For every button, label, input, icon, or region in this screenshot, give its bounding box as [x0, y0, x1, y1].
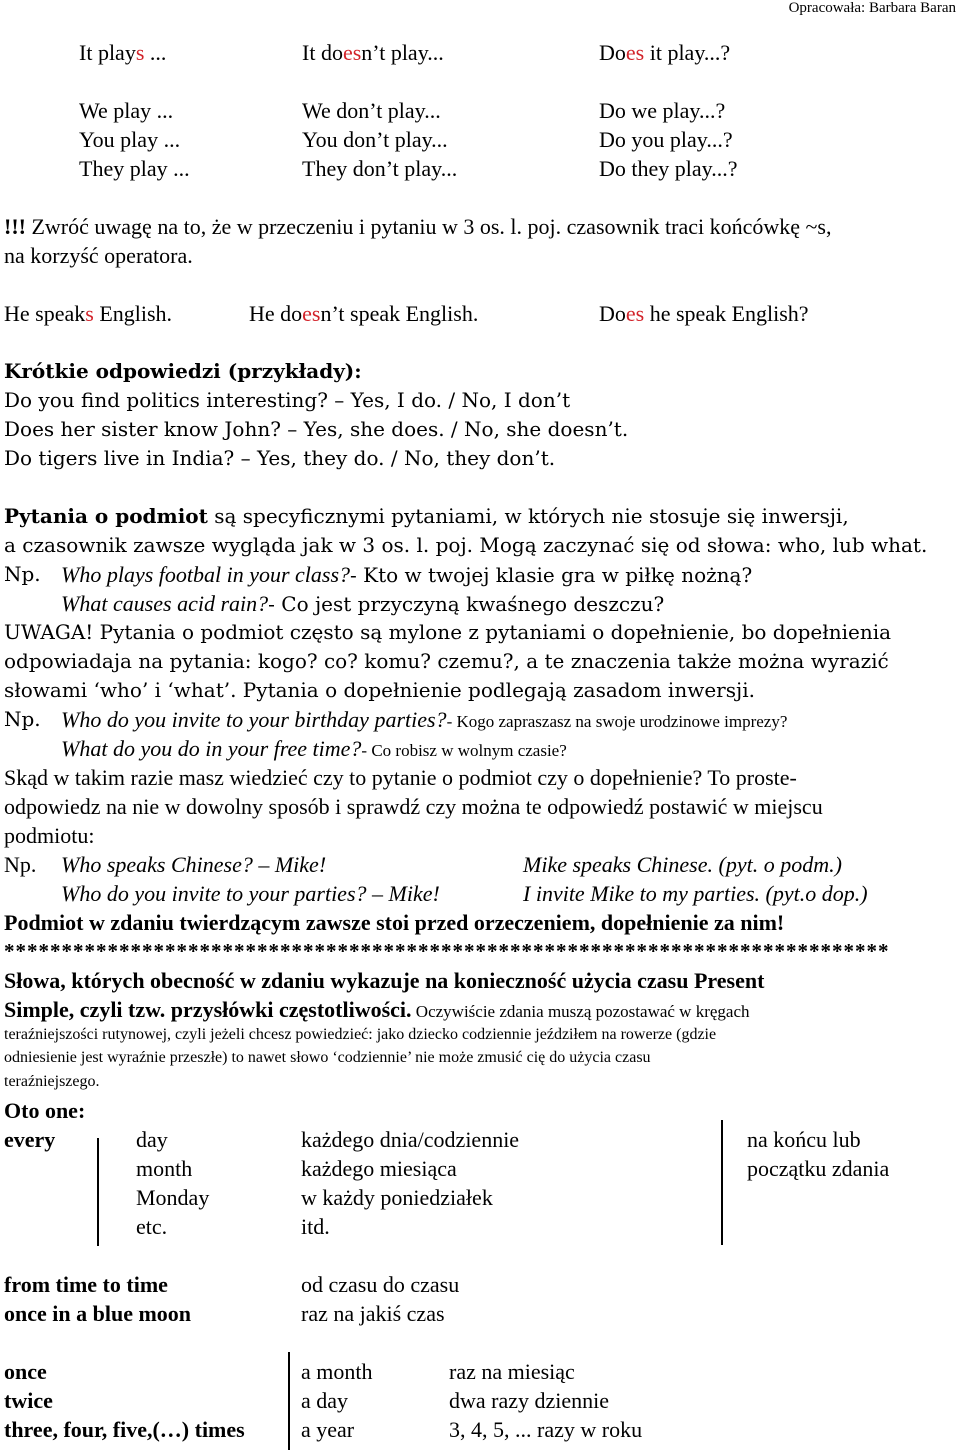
negative-row-0: It doesn’t play... — [302, 40, 444, 65]
short-answer-1: Does her sister know John? – Yes, she does. / No, she doesn’t. — [4, 417, 629, 441]
negative-row-1: We don’t play... — [302, 98, 441, 123]
position-divider-line — [721, 1120, 723, 1245]
note-line-2: na korzyść operatora. — [4, 243, 193, 268]
phrase-1-en: once in a blue moon — [4, 1301, 192, 1326]
object-example-1: Who do you invite to your birthday parties?- Kogo zapraszasz na swoje urodzinowe imprezy? — [61, 707, 788, 732]
subject-q-line-2: a czasownik zawsze wygląda jak w 3 os. l. poj. Mogą zaczynać się od słowa: who, lub what. — [4, 533, 928, 557]
how-to-line-3: podmiotu: — [4, 823, 95, 848]
question-row-0: Does it play...? — [599, 40, 731, 65]
every-word-0: day — [136, 1127, 168, 1152]
how-to-line-1: Skąd w takim razie masz wiedzieć czy to pytanie o podmiot czy o dopełnienie? To proste- — [4, 765, 797, 790]
phrase-0-pl: od czasu do czasu — [301, 1272, 460, 1297]
question-row-2: Do you play...? — [599, 127, 733, 152]
test-example-1-question: Who speaks Chinese? – Mike! — [61, 852, 327, 877]
period-trans-1: dwa razy dziennie — [449, 1388, 610, 1413]
example-negative: He doesn’t speak English. — [249, 301, 479, 326]
times-1: twice — [4, 1388, 53, 1413]
negative-row-3: They don’t play... — [302, 156, 458, 181]
affirmative-row-1: We play ... — [79, 98, 174, 123]
rule-statement: Podmiot w zdaniu twierdzącym zawsze stoi przed orzeczeniem, dopełnienie za nim! — [4, 910, 785, 935]
short-answers-heading: Krótkie odpowiedzi (przykłady): — [4, 359, 362, 383]
adverbs-intro-line-3: teraźniejszości rutynowej, czyli jeżeli chcesz powiedzieć: jako dziecko codziennie jeździłem na rowerze (gdzie — [4, 1026, 717, 1043]
every-word-2: Monday — [136, 1185, 210, 1210]
subject-example-1: Who plays footbal in your class?- Kto w twojej klasie gra w piłkę nożną? — [61, 562, 753, 587]
short-answer-0: Do you find politics interesting? – Yes, I do. / No, I don’t — [4, 388, 571, 412]
test-example-1-answer: Mike speaks Chinese. (pyt. o podm.) — [523, 852, 842, 877]
period-2: a year — [301, 1417, 355, 1442]
object-example-2: What do you do in your free time?- Co robisz w wolnym czasie? — [61, 736, 567, 761]
negative-row-2: You don’t play... — [302, 127, 448, 152]
affirmative-row-3: They play ... — [79, 156, 190, 181]
every-word-3: etc. — [136, 1214, 168, 1239]
adverbs-intro-line-2: Simple, czyli tzw. przysłówki częstotliwości. Oczywiście zdania muszą pozostawać w kręgach — [4, 997, 750, 1022]
test-example-2-answer: I invite Mike to my parties. (pyt.o dop.) — [523, 881, 868, 906]
short-answer-2: Do tigers live in India? – Yes, they do. / No, they don’t. — [4, 446, 556, 470]
times-0: once — [4, 1359, 47, 1384]
every-trans-0: każdego dnia/codziennie — [301, 1127, 520, 1152]
affirmative-row-2: You play ... — [79, 127, 181, 152]
times-2: three, four, five,(…) times — [4, 1417, 245, 1442]
question-row-1: Do we play...? — [599, 98, 726, 123]
test-example-2-question: Who do you invite to your parties? – Mike! — [61, 881, 440, 906]
every-bracket-line — [97, 1138, 99, 1246]
how-to-line-2: odpowiedz na nie w dowolny sposób i sprawdź czy można te odpowiedź postawić w miejscu — [4, 794, 823, 819]
every-word-1: month — [136, 1156, 193, 1181]
every-trans-1: każdego miesiąca — [301, 1156, 457, 1181]
subject-q-line-1: Pytania o podmiot są specyficznymi pytaniami, w których nie stosuje się inwersji, — [4, 504, 849, 528]
np-label-2: Np. — [4, 707, 41, 731]
note-line-1: !!! Zwróć uwagę na to, że w przeczeniu i pytaniu w 3 os. l. poj. czasownik traci końcówkę ~s, — [4, 214, 832, 239]
subject-example-2: What causes acid rain?- Co jest przyczyną kwaśnego deszczu? — [61, 591, 665, 616]
times-divider-line — [288, 1352, 290, 1450]
author-credit: Opracowała: Barbara Baran — [788, 0, 956, 16]
position-note-0: na końcu lub — [747, 1127, 861, 1152]
oto-one-heading: Oto one: — [4, 1098, 86, 1123]
period-trans-2: 3, 4, 5, ... razy w roku — [449, 1417, 643, 1442]
adverbs-intro-line-4: odniesienie jest wyraźnie przeszłe) to nawet słowo ‘codziennie’ nie może zmusić cię do użycia czasu — [4, 1049, 651, 1066]
every-trans-3: itd. — [301, 1214, 330, 1239]
warning-line-2: odpowiadaja na pytania: kogo? co? komu? czemu?, a te znaczenia także można wyrazić — [4, 649, 889, 673]
phrase-1-pl: raz na jakiś czas — [301, 1301, 445, 1326]
every-label: every — [4, 1127, 56, 1152]
np-label-1: Np. — [4, 562, 41, 586]
every-trans-2: w każdy poniedziałek — [301, 1185, 493, 1210]
period-0: a month — [301, 1359, 373, 1384]
period-trans-0: raz na miesiąc — [449, 1359, 575, 1384]
stars-divider: ***************************************************************************** — [4, 939, 890, 963]
np-label-3: Np. — [4, 852, 37, 877]
adverbs-intro-line-5: teraźniejszego. — [4, 1073, 100, 1090]
warning-line-3: słowami ‘who’ i ‘what’. Pytania o dopełnienie podlegają zasadom inwersji. — [4, 678, 755, 702]
example-question: Does he speak English? — [599, 301, 809, 326]
warning-line-1: UWAGA! Pytania o podmiot często są mylone z pytaniami o dopełnienie, bo dopełnienia — [4, 620, 892, 644]
question-row-3: Do they play...? — [599, 156, 738, 181]
period-1: a day — [301, 1388, 349, 1413]
position-note-1: początku zdania — [747, 1156, 890, 1181]
example-affirmative: He speaks English. — [4, 301, 173, 326]
phrase-0-en: from time to time — [4, 1272, 168, 1297]
adverbs-intro-line-1: Słowa, których obecność w zdaniu wykazuje na konieczność użycia czasu Present — [4, 968, 765, 993]
affirmative-row-0: It plays ... — [79, 40, 167, 65]
